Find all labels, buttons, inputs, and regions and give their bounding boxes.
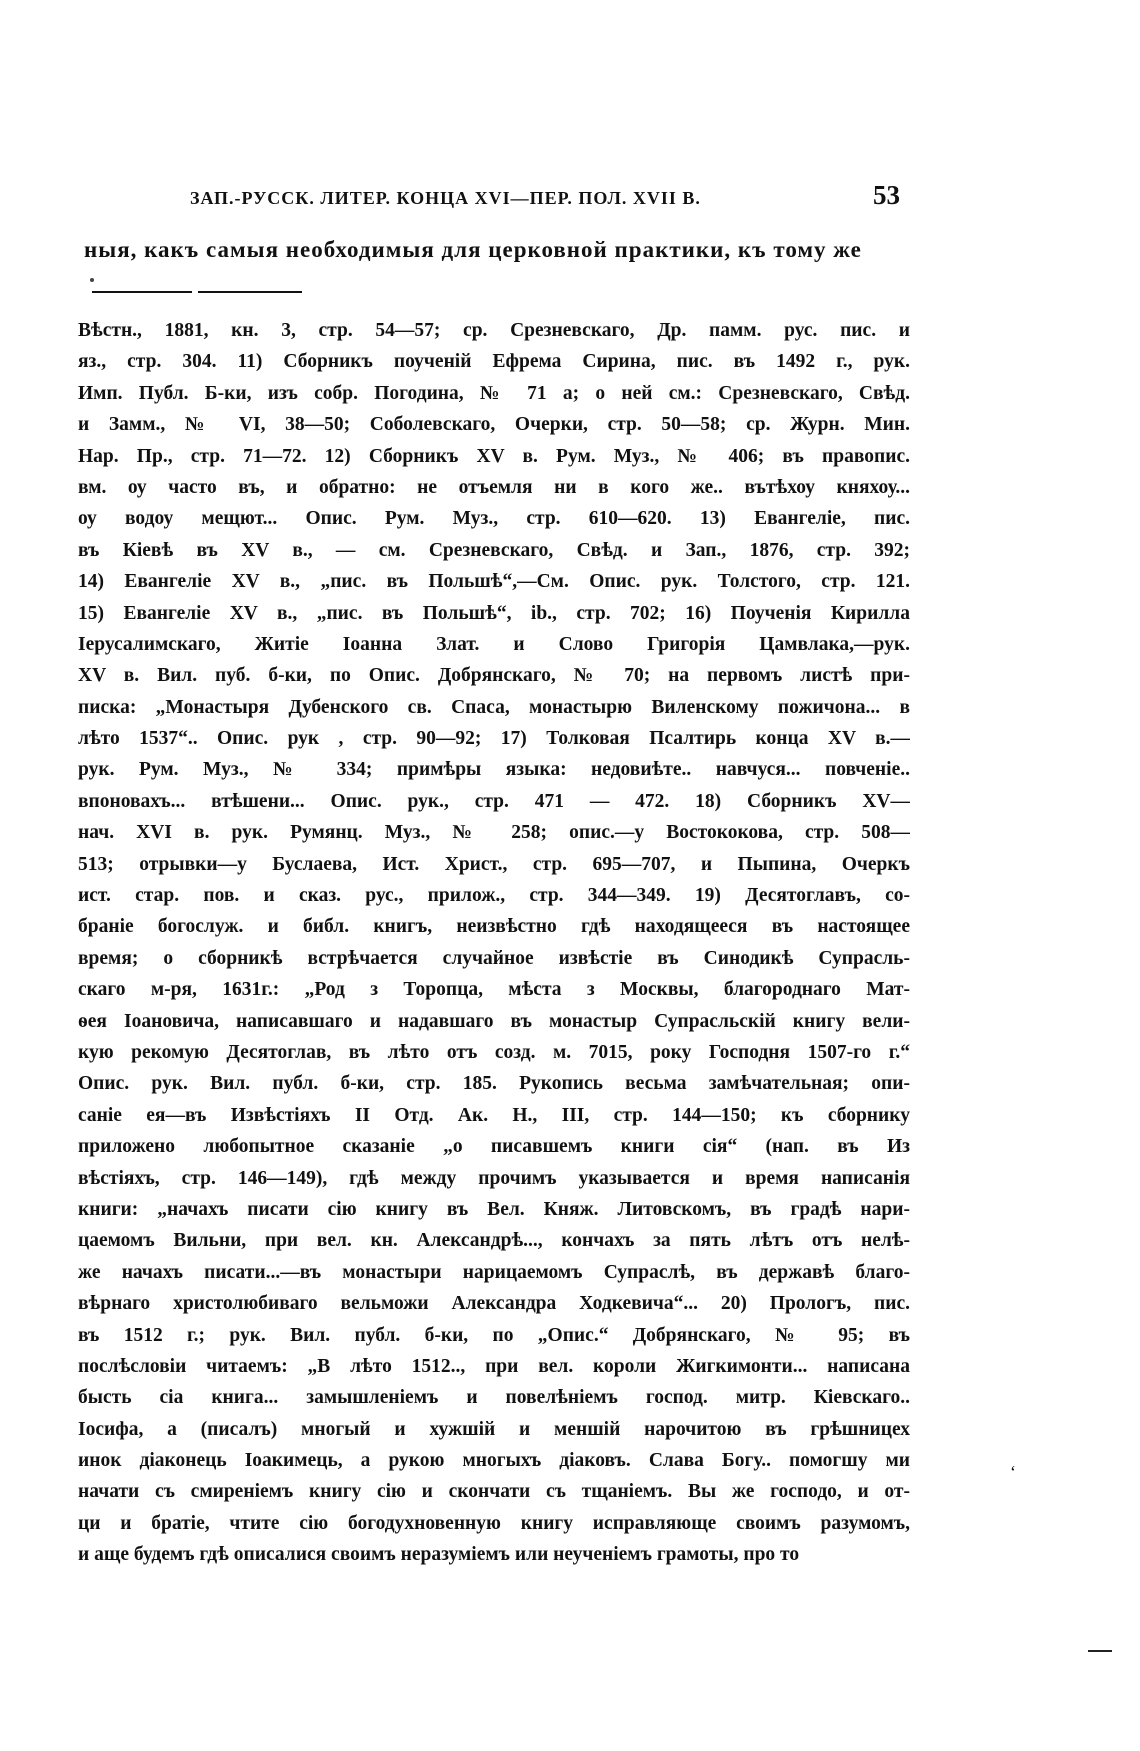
footnote-line: Іосифа, а (писалъ) многый и хужшій и меншій нарочитою въ грѣшницех bbox=[78, 1418, 910, 1440]
footnote-line: начати съ смиреніемъ книгу сію и скончати съ тщаніемъ. Вы же господо, и от- bbox=[78, 1481, 910, 1503]
margin-dash bbox=[1088, 1650, 1112, 1652]
footnote-line: рук. Рум. Муз., № 334; примѣры языка: недовиѣте.. навчуся... повченіе.. bbox=[78, 759, 910, 781]
footnote-line: послѣсловіи читаемъ: „В лѣто 1512.., при вел. короли Жигкимонти... написана bbox=[78, 1355, 910, 1377]
footnote-line: ци и братіе, чтите сію богодухновенную книгу исправляюще своимъ разумомъ, bbox=[78, 1512, 910, 1534]
footnote-line: въ 1512 г.; рук. Вил. публ. б-ки, по „Опис.“ Добрянскаго, № 95; въ bbox=[78, 1324, 910, 1346]
footnote-line: цаемомъ Вильни, при вел. кн. Александрѣ..., кончахъ за пять лѣтъ отъ нелѣ- bbox=[78, 1230, 910, 1252]
footnote-line: же начахъ писати...—въ монастыри нарицаемомъ Супраслѣ, въ державѣ благо- bbox=[78, 1261, 910, 1283]
footnotes-block bbox=[78, 315, 910, 1571]
footnote-line: Нар. Пр., стр. 71—72. 12) Сборникъ XV в. Рум. Муз., № 406; въ правопис. bbox=[78, 445, 910, 467]
footnote-line: и аще будемъ гдѣ описалися своимъ неразуміемъ или неученіемъ грамоты, про то bbox=[78, 1544, 800, 1566]
footnote-line: оу водоу мещют... Опис. Рум. Муз., стр. 610—620. 13) Евангеліе, пис. bbox=[78, 508, 910, 530]
footnote-line: Іерусалимскаго, Житіе Іоанна Злат. и Слово Григорія Цамвлака,—рук. bbox=[78, 633, 910, 655]
footnote-line: книги: „начахъ писати сію книгу въ Вел. Княж. Литовскомъ, въ градѣ нари- bbox=[78, 1198, 910, 1220]
footnote-separator bbox=[92, 291, 302, 293]
footnote-line: XV в. Вил. пуб. б-ки, по Опис. Добрянскаго, № 70; на первомъ листѣ при- bbox=[78, 665, 910, 687]
print-speck bbox=[90, 278, 94, 282]
footnote-line: Опис. рук. Вил. публ. б-ки, стр. 185. Рукопись весьма замѣчательная; опи- bbox=[78, 1073, 910, 1095]
footnote-line: яз., стр. 304. 11) Сборникъ поученій Ефрема Сирина, пис. въ 1492 г., рук. bbox=[78, 351, 910, 373]
footnote-line: ист. стар. пов. и сказ. рус., прилож., стр. 344—349. 19) Десятоглавъ, со- bbox=[78, 885, 910, 907]
footnote-line: время; о сборникѣ встрѣчается случайное извѣстіе въ Синодикѣ Супрасль- bbox=[78, 947, 910, 969]
page-number: 53 bbox=[873, 180, 900, 210]
footnote-line: и Замм., № VI, 38—50; Соболевскаго, Очерки, стр. 50—58; ср. Журн. Мин. bbox=[78, 414, 910, 436]
footnote-line: ѳея Іоановича, написавшаго и надавшаго въ монастыр Супрасльскій книгу вели- bbox=[78, 1010, 910, 1032]
footnote-line: лѣто 1537“.. Опис. рук , стр. 90—92; 17) Толковая Псалтирь конца XV в.— bbox=[78, 728, 910, 750]
footnote-line: вм. оу часто въ, и обратно: не отъемля ни в кого же.. вътѣхоу княхоу... bbox=[78, 476, 910, 498]
footnote-line: кую рекомую Десятоглав, въ лѣто отъ созд. м. 7015, року Господня 1507-го г.“ bbox=[78, 1041, 910, 1063]
footnote-line: 14) Евангеліе XV в., „пис. въ Польшѣ“,—См. Опис. рук. Толстого, стр. 121. bbox=[78, 571, 910, 593]
footnote-line: саніе ея—въ Извѣстіяхъ II Отд. Ак. Н., III, стр. 144—150; къ сборнику bbox=[78, 1104, 910, 1126]
footnote-line: вѣстіяхъ, стр. 146—149), гдѣ между прочимъ указывается и время написанія bbox=[78, 1167, 910, 1189]
footnote-line: 513; отрывки—у Буслаева, Ист. Христ., стр. 695—707, и Пыпина, Очеркъ bbox=[78, 853, 910, 875]
footnote-line: приложено любопытное сказаніе „о писавшемъ книги сія“ (нап. въ Из bbox=[78, 1136, 910, 1158]
footnote-line: 15) Евангеліе XV в., „пис. въ Польшѣ“, ib., стр. 702; 16) Поученія Кирилла bbox=[78, 602, 910, 624]
footnote-line: скаго м-ря, 1631г.: „Род з Торопца, мѣста з Москвы, благороднаго Мат- bbox=[78, 979, 910, 1001]
footnote-line: въ Кіевѣ въ XV в., — см. Срезневскаго, Свѣд. и Зап., 1876, стр. 392; bbox=[78, 539, 910, 561]
footnote-line: вѣрнаго христолюбиваго вельможи Александра Ходкевича“... 20) Прологъ, пис. bbox=[78, 1293, 910, 1315]
footnote-line: Вѣстн., 1881, кн. 3, стр. 54—57; ср. Срезневскаго, Др. памм. рус. пис. и bbox=[78, 320, 910, 341]
footnote-line: писка: „Монастыря Дубенского св. Спаса, монастырю Виленскому пожичона... в bbox=[78, 696, 910, 718]
body-text-line: ныя, какъ самыя необходимыя для церковной практики, къ тому же bbox=[84, 237, 862, 262]
header-title: ЗАП.-РУССК. ЛИТЕР. КОНЦА XVI—ПЕР. ПОЛ. XVII В. bbox=[190, 188, 701, 208]
running-header bbox=[190, 180, 910, 220]
footnote-line: инок діаконець Іоакимець, а рукою многыхъ діаковъ. Слава Богу.. помогшу ми bbox=[78, 1450, 910, 1472]
footnote-line: нач. XVI в. рук. Румянц. Муз., № 258; опис.—у Востококова, стр. 508— bbox=[78, 822, 910, 844]
margin-mark: ‘ bbox=[1010, 1462, 1016, 1482]
footnote-line: впоновахъ... втѣшени... Опис. рук., стр. 471 — 472. 18) Сборникъ XV— bbox=[78, 790, 910, 812]
footnote-line: Имп. Публ. Б-ки, изъ собр. Погодина, № 71 а; о ней см.: Срезневскаго, Свѣд. bbox=[78, 382, 910, 404]
footnote-line: браніе богослуж. и библ. книгъ, неизвѣстно гдѣ находящееся въ настоящее bbox=[78, 916, 910, 938]
footnote-line: бысть сіа книга... замышленіемъ и повелѣніемъ господ. митр. Кіевскаго.. bbox=[78, 1387, 910, 1409]
